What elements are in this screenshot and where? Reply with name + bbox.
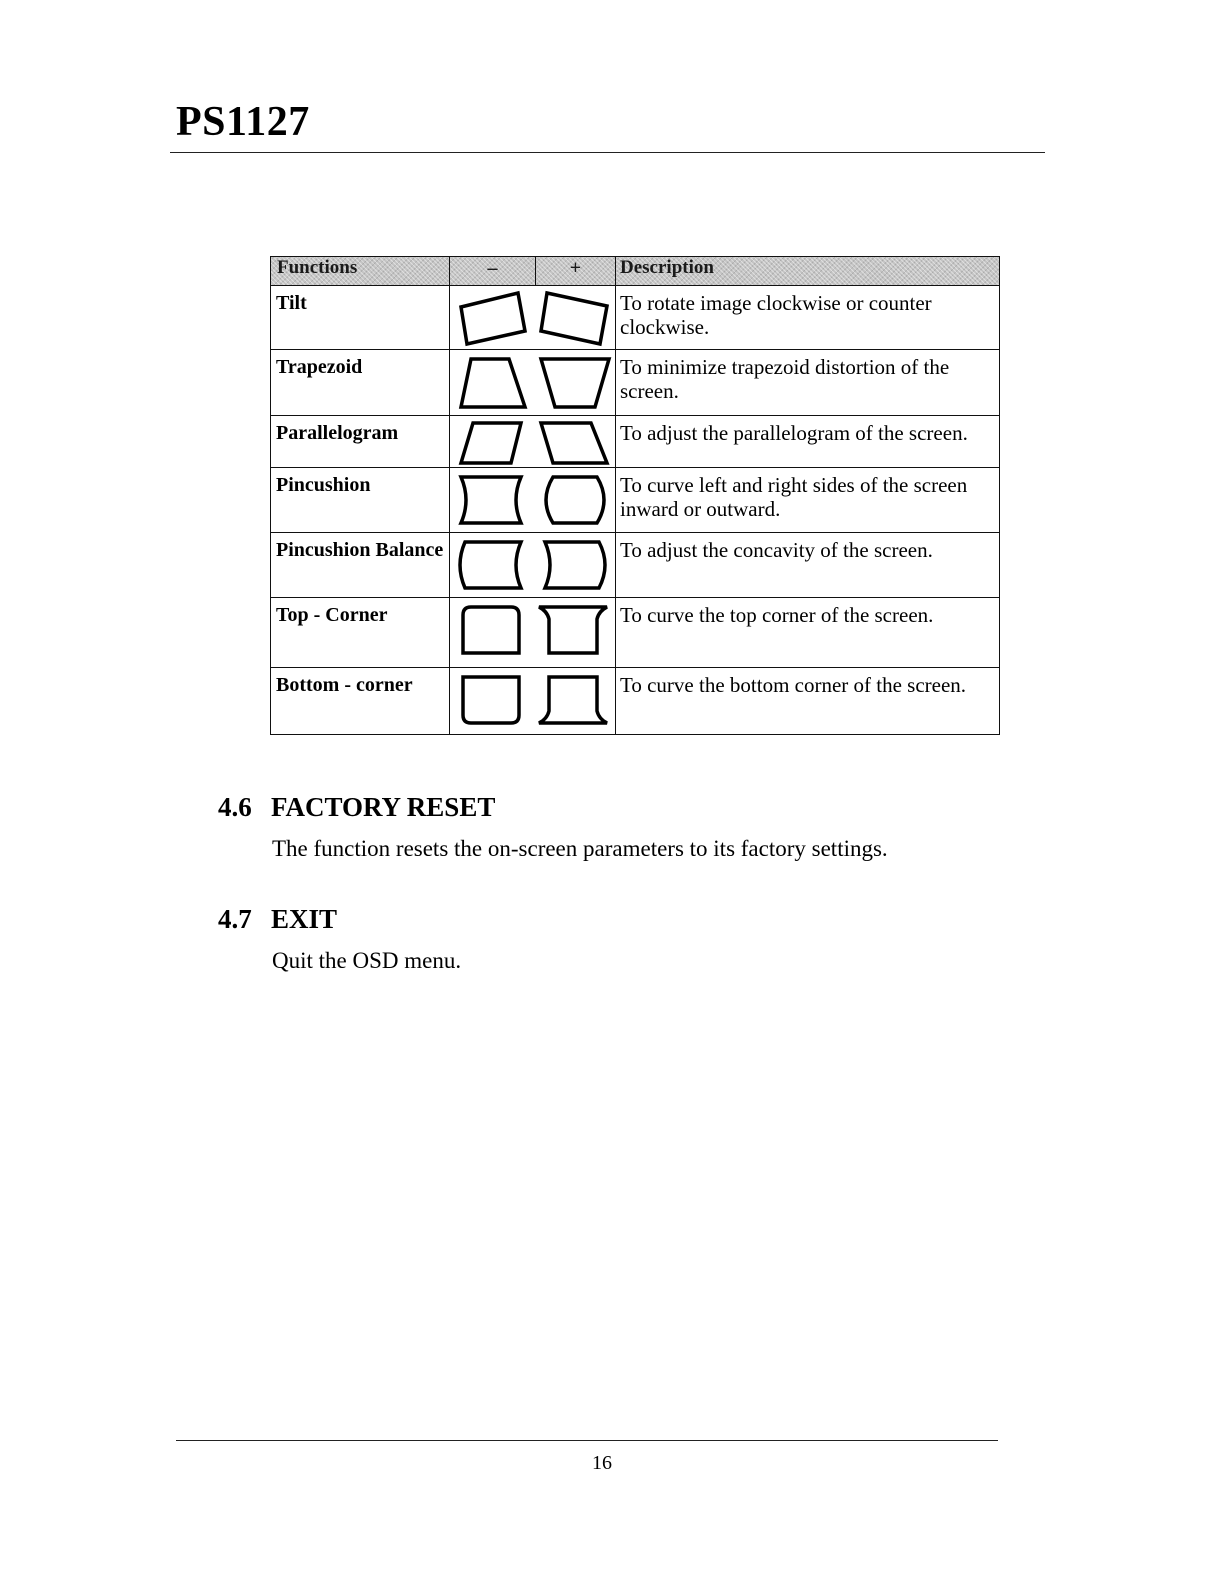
function-description: To minimize trapezoid distortion of the screen.	[616, 350, 1000, 416]
function-description: To rotate image clockwise or counter clockwise.	[616, 286, 1000, 350]
trapezoid-minus-icon	[455, 353, 531, 411]
tilt-minus-icon	[455, 289, 531, 347]
title-divider	[170, 152, 1045, 153]
table-row	[271, 533, 1000, 598]
function-description: To curve the bottom corner of the screen.	[616, 668, 1000, 735]
function-name: Top - Corner	[271, 598, 450, 668]
header-minus: –	[450, 257, 536, 286]
footer-divider	[176, 1440, 998, 1441]
section-number: 4.6	[218, 792, 252, 822]
trapezoid-plus-icon	[537, 353, 613, 411]
bottom-corner-minus-icon	[455, 671, 531, 729]
pincushion-balance-plus-icon	[537, 536, 613, 594]
page-number: 16	[592, 1452, 612, 1474]
table-row	[271, 668, 1000, 735]
function-description: To curve the top corner of the screen.	[616, 598, 1000, 668]
header-description: Description	[616, 257, 1000, 286]
section-heading-factory-reset	[218, 792, 495, 823]
parallelogram-minus-icon	[455, 419, 531, 467]
top-corner-plus-icon	[537, 601, 613, 659]
table-row	[271, 350, 1000, 416]
parallelogram-plus-icon	[537, 419, 613, 467]
table-row	[271, 416, 1000, 468]
function-description: To adjust the parallelogram of the screen.	[616, 416, 1000, 468]
table-row	[271, 468, 1000, 533]
function-name: Pincushion Balance	[271, 533, 450, 598]
table-header-row	[271, 257, 1000, 286]
section-title: FACTORY RESET	[271, 792, 496, 822]
section-body-factory-reset: The function resets the on-screen parameters to its factory settings.	[272, 836, 888, 861]
header-plus: +	[536, 257, 616, 286]
section-title: EXIT	[271, 904, 338, 934]
tilt-plus-icon	[537, 289, 613, 347]
section-body-exit: Quit the OSD menu.	[272, 948, 462, 973]
osd-functions-table	[270, 256, 1000, 735]
function-name: Tilt	[271, 286, 450, 350]
table-row	[271, 286, 1000, 350]
bottom-corner-plus-icon	[537, 671, 613, 729]
function-name: Bottom - corner	[271, 668, 450, 735]
header-functions: Functions	[271, 257, 450, 286]
pincushion-minus-icon	[455, 471, 531, 529]
table-row	[271, 598, 1000, 668]
pincushion-plus-icon	[537, 471, 613, 529]
function-name: Trapezoid	[271, 350, 450, 416]
top-corner-minus-icon	[455, 601, 531, 659]
function-description: To adjust the concavity of the screen.	[616, 533, 1000, 598]
document-title: PS1127	[176, 99, 310, 145]
pincushion-balance-minus-icon	[455, 536, 531, 594]
section-heading-exit	[218, 904, 337, 935]
function-name: Parallelogram	[271, 416, 450, 468]
function-name: Pincushion	[271, 468, 450, 533]
section-number: 4.7	[218, 904, 252, 934]
function-description: To curve left and right sides of the screen inward or outward.	[616, 468, 1000, 533]
